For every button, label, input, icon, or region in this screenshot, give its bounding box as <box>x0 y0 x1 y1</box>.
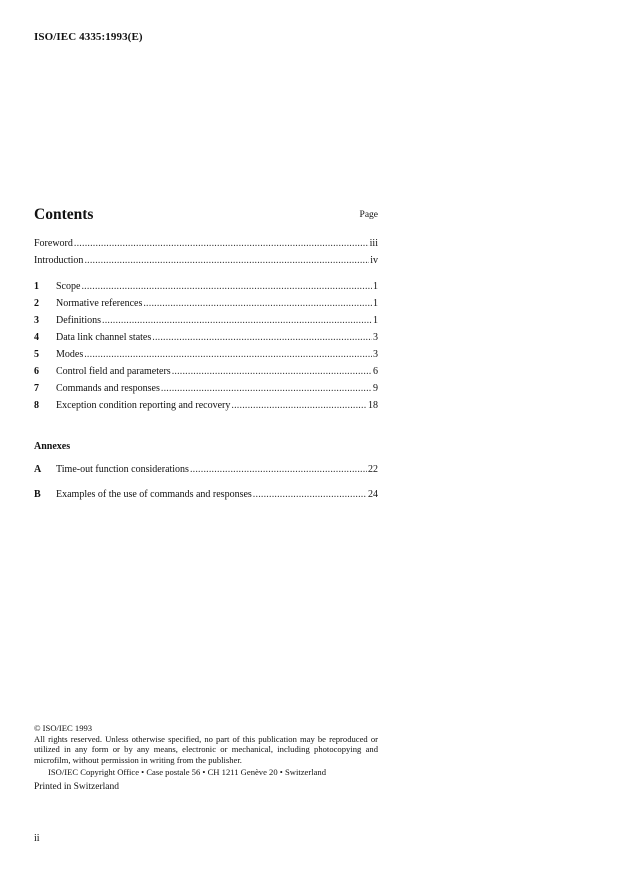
front-matter-list <box>34 238 378 272</box>
dot-leader <box>74 238 369 249</box>
toc-entry-page: 6 <box>373 366 378 377</box>
toc-entry-normative-references[interactable] <box>34 298 378 315</box>
dot-leader <box>143 298 372 309</box>
toc-entry-annex-a[interactable] <box>34 464 378 481</box>
toc-entry-page: 1 <box>373 281 378 292</box>
toc-entry-exception-condition-reporting[interactable] <box>34 400 378 417</box>
copyright-office-address: ISO/IEC Copyright Office • Case postale 56 • CH 1211 Genève 20 • Switzerland <box>48 767 327 777</box>
toc-entry-modes[interactable] <box>34 349 378 366</box>
copyright-line: © ISO/IEC 1993 <box>34 723 93 733</box>
annex-list-b <box>34 489 378 506</box>
toc-entry-page: 9 <box>373 383 378 394</box>
toc-entry-title: Commands and responses <box>56 383 160 394</box>
toc-entry-page: iii <box>369 238 378 249</box>
toc-entry-title: Time-out function considerations <box>56 464 189 475</box>
document-id: ISO/IEC 4335:1993(E) <box>34 31 143 43</box>
page-number: ii <box>34 833 40 844</box>
rights-statement: All rights reserved. Unless otherwise specified, no part of this publication may be reproduced or utilized in any form or by any means, electronic or mechanical, including photocopying and microfilm, without permission in writing from the publisher. <box>34 733 378 765</box>
dot-leader <box>253 489 367 500</box>
toc-entry-scope[interactable] <box>34 281 378 298</box>
contents-heading: Contents <box>34 206 94 223</box>
dot-leader <box>152 332 372 343</box>
dot-leader <box>190 464 367 475</box>
toc-entry-page: 1 <box>373 298 378 309</box>
toc-entry-page: 18 <box>368 400 378 411</box>
toc-entry-title: Data link channel states <box>56 332 152 343</box>
toc-entry-title: Foreword <box>34 238 73 249</box>
dot-leader <box>161 383 372 394</box>
toc-entry-introduction[interactable] <box>34 255 378 272</box>
clause-list <box>34 281 378 417</box>
toc-entry-number: 8 <box>34 400 39 411</box>
toc-entry-title: Exception condition reporting and recovery <box>56 400 231 411</box>
toc-entry-page: iv <box>370 255 378 266</box>
toc-entry-number: 7 <box>34 383 39 394</box>
toc-entry-page: 22 <box>368 464 378 475</box>
toc-entry-title: Control field and parameters <box>56 366 171 377</box>
toc-entry-control-field-and-parameters[interactable] <box>34 366 378 383</box>
annex-list-a <box>34 464 378 481</box>
toc-entry-title: Normative references <box>56 298 143 309</box>
toc-entry-number: 2 <box>34 298 39 309</box>
dot-leader <box>231 400 367 411</box>
toc-entry-foreword[interactable] <box>34 238 378 255</box>
dot-leader <box>84 349 372 360</box>
toc-entry-data-link-channel-states[interactable] <box>34 332 378 349</box>
toc-entry-title: Introduction <box>34 255 84 266</box>
toc-entry-letter: A <box>34 464 42 475</box>
toc-entry-page: 1 <box>373 315 378 326</box>
toc-entry-definitions[interactable] <box>34 315 378 332</box>
toc-entry-title: Scope <box>56 281 81 292</box>
toc-entry-number: 1 <box>34 281 39 292</box>
toc-entry-letter: B <box>34 489 41 500</box>
dot-leader <box>81 281 372 292</box>
toc-entry-commands-and-responses[interactable] <box>34 383 378 400</box>
dot-leader <box>172 366 372 377</box>
page-column-label: Page <box>359 210 378 220</box>
dot-leader <box>102 315 372 326</box>
printed-in-line: Printed in Switzerland <box>34 782 119 792</box>
toc-entry-number: 5 <box>34 349 39 360</box>
toc-entry-number: 4 <box>34 332 39 343</box>
toc-entry-page: 24 <box>368 489 378 500</box>
annexes-heading: Annexes <box>34 441 71 452</box>
toc-entry-page: 3 <box>373 349 378 360</box>
dot-leader <box>84 255 369 266</box>
toc-entry-annex-b[interactable] <box>34 489 378 506</box>
toc-entry-title: Examples of the use of commands and responses <box>56 489 252 500</box>
toc-entry-title: Modes <box>56 349 84 360</box>
toc-entry-number: 6 <box>34 366 39 377</box>
toc-entry-title: Definitions <box>56 315 101 326</box>
toc-entry-page: 3 <box>373 332 378 343</box>
toc-entry-number: 3 <box>34 315 39 326</box>
copyright-notice <box>34 723 378 765</box>
